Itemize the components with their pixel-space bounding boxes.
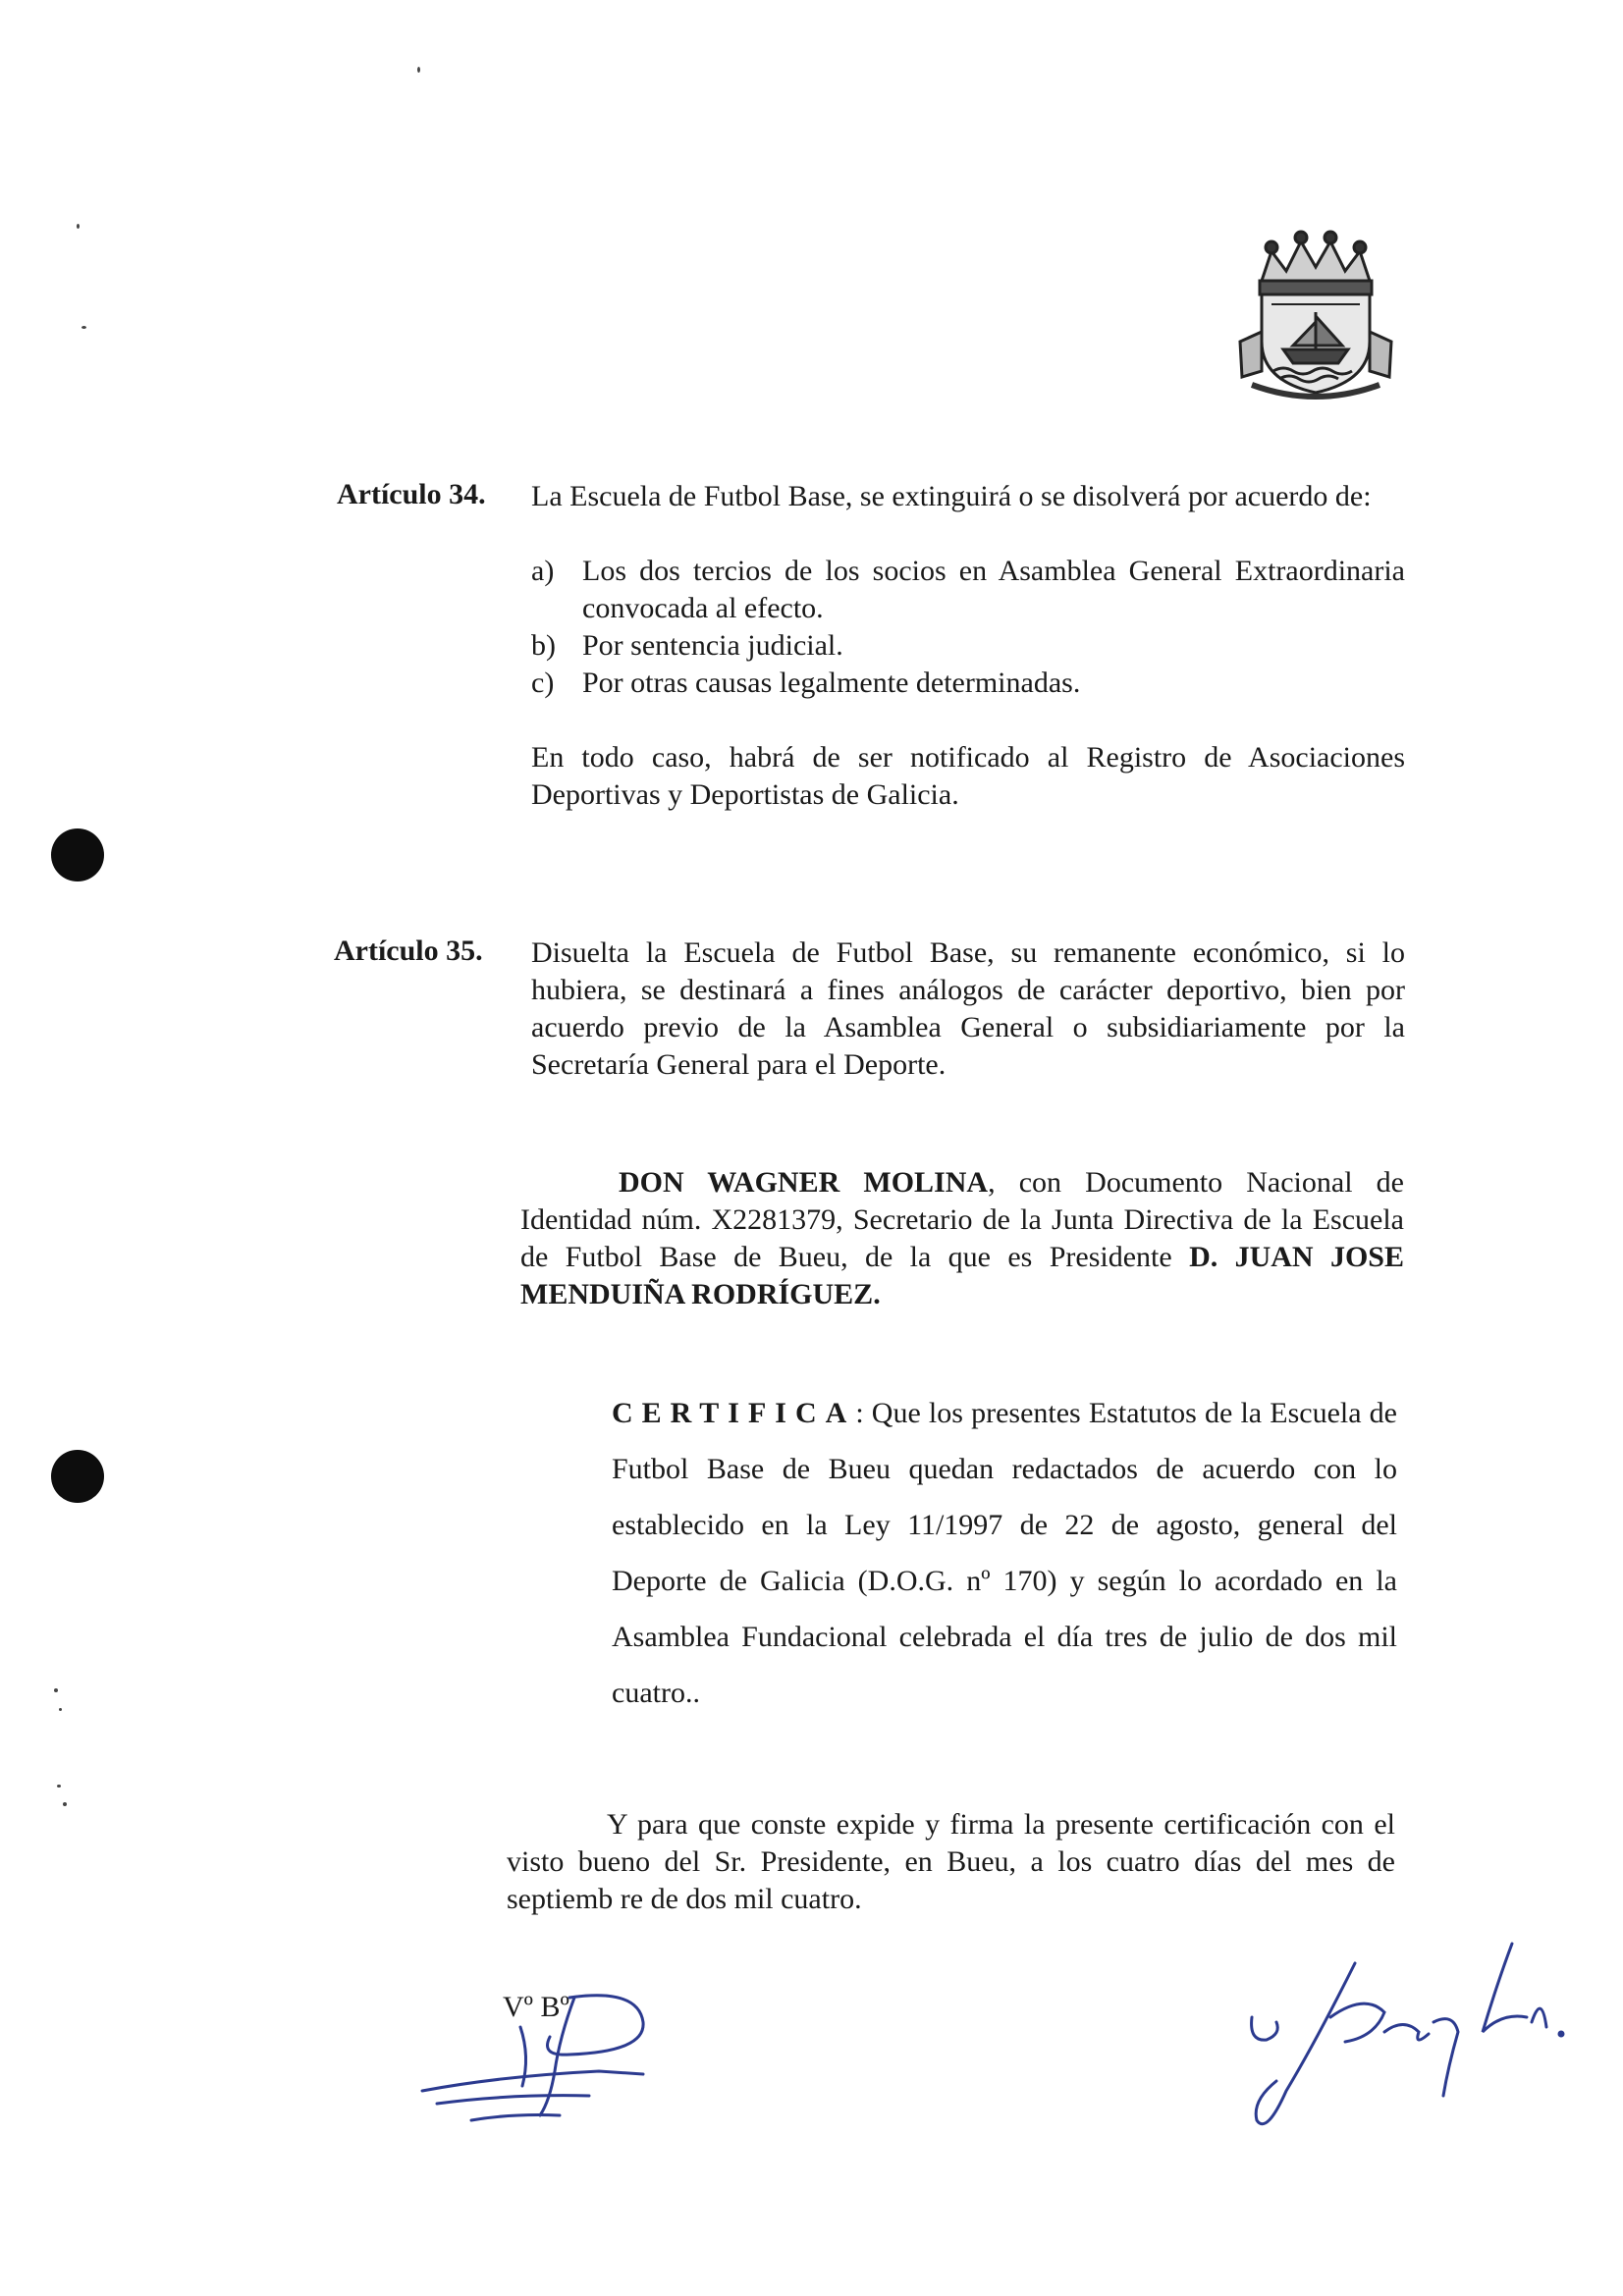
list-item-text: Por otras causas legalmente determinadas. xyxy=(582,667,1081,699)
president-name: D. JUAN JOSE MENDUIÑA RODRÍGUEZ. xyxy=(520,1241,1404,1310)
scan-speck xyxy=(77,224,80,229)
scan-speck xyxy=(81,326,86,329)
closing-text: Y para que conste expide y firma la presente certificación con el visto bueno del Sr. Presidente, en Bueu, a los cuatro días del mes de septiemb re de dos mil cuatro. xyxy=(507,1808,1395,1915)
secretary-name: DON WAGNER MOLINA xyxy=(619,1166,989,1199)
coat-of-arms-icon xyxy=(1232,224,1399,400)
article-34-label: Artículo 34. xyxy=(337,478,486,510)
certification-paragraph xyxy=(612,1385,1397,1721)
president-signature xyxy=(412,1978,668,2125)
scan-speck xyxy=(57,1785,61,1788)
article-34-body xyxy=(531,478,1405,814)
list-marker: c) xyxy=(531,667,555,699)
scan-speck xyxy=(59,1708,62,1711)
article-35-text: Disuelta la Escuela de Futbol Base, su remanente económico, si lo hubiera, se destinará a fines análogos de carácter deportivo, bien por acuerdo previo de la Asamblea General o subsidiariamente por la Secretaría General para el Deporte. xyxy=(531,936,1405,1081)
list-marker: b) xyxy=(531,629,556,662)
article-34-list xyxy=(531,553,1405,702)
punch-hole-top xyxy=(51,828,104,881)
scan-speck xyxy=(63,1802,67,1806)
certification-text: Que los presentes Estatutos de la Escuela de Futbol Base de Bueu quedan redactados de acuerdo con lo establecido en la Ley 11/1997 de 22 de agosto, general del Deporte de Galicia (D.O.G. nº 170) y según lo acordado en la Asamblea Fundacional celebrada el día tres de julio de dos mil cuatro.. xyxy=(612,1397,1397,1709)
article-35-body xyxy=(531,934,1405,1084)
closing-paragraph xyxy=(507,1806,1395,1918)
approval-label: Vº Bº xyxy=(503,1991,569,2023)
secretary-signature xyxy=(1247,1924,1581,2150)
list-item xyxy=(531,553,1405,627)
list-item-text: Los dos tercios de los socios en Asamblea General Extraordinaria convocada al efecto. xyxy=(582,555,1405,624)
secretary-details: , con Documento Nacional de Identidad núm. X2281379, Secretario de la Junta Directiva de la Escuela de Futbol Base de Bueu, de la que es Presidente xyxy=(520,1166,1404,1273)
scan-speck xyxy=(54,1688,58,1692)
list-item xyxy=(531,627,1405,665)
article-34-intro: La Escuela de Futbol Base, se extinguirá o se disolverá por acuerdo de: xyxy=(531,480,1372,512)
scan-speck xyxy=(417,67,420,73)
certifica-keyword: CERTIFICA xyxy=(612,1397,856,1429)
article-35-label: Artículo 35. xyxy=(334,934,483,967)
certifica-separator: : xyxy=(855,1397,864,1429)
list-item xyxy=(531,665,1405,702)
article-34-closing: En todo caso, habrá de ser notificado al Registro de Asociaciones Deportivas y Deportistas de Galicia. xyxy=(531,741,1405,811)
punch-hole-bottom xyxy=(51,1450,104,1503)
list-item-text: Por sentencia judicial. xyxy=(582,629,843,662)
list-marker: a) xyxy=(531,555,555,587)
secretary-paragraph xyxy=(520,1164,1404,1313)
